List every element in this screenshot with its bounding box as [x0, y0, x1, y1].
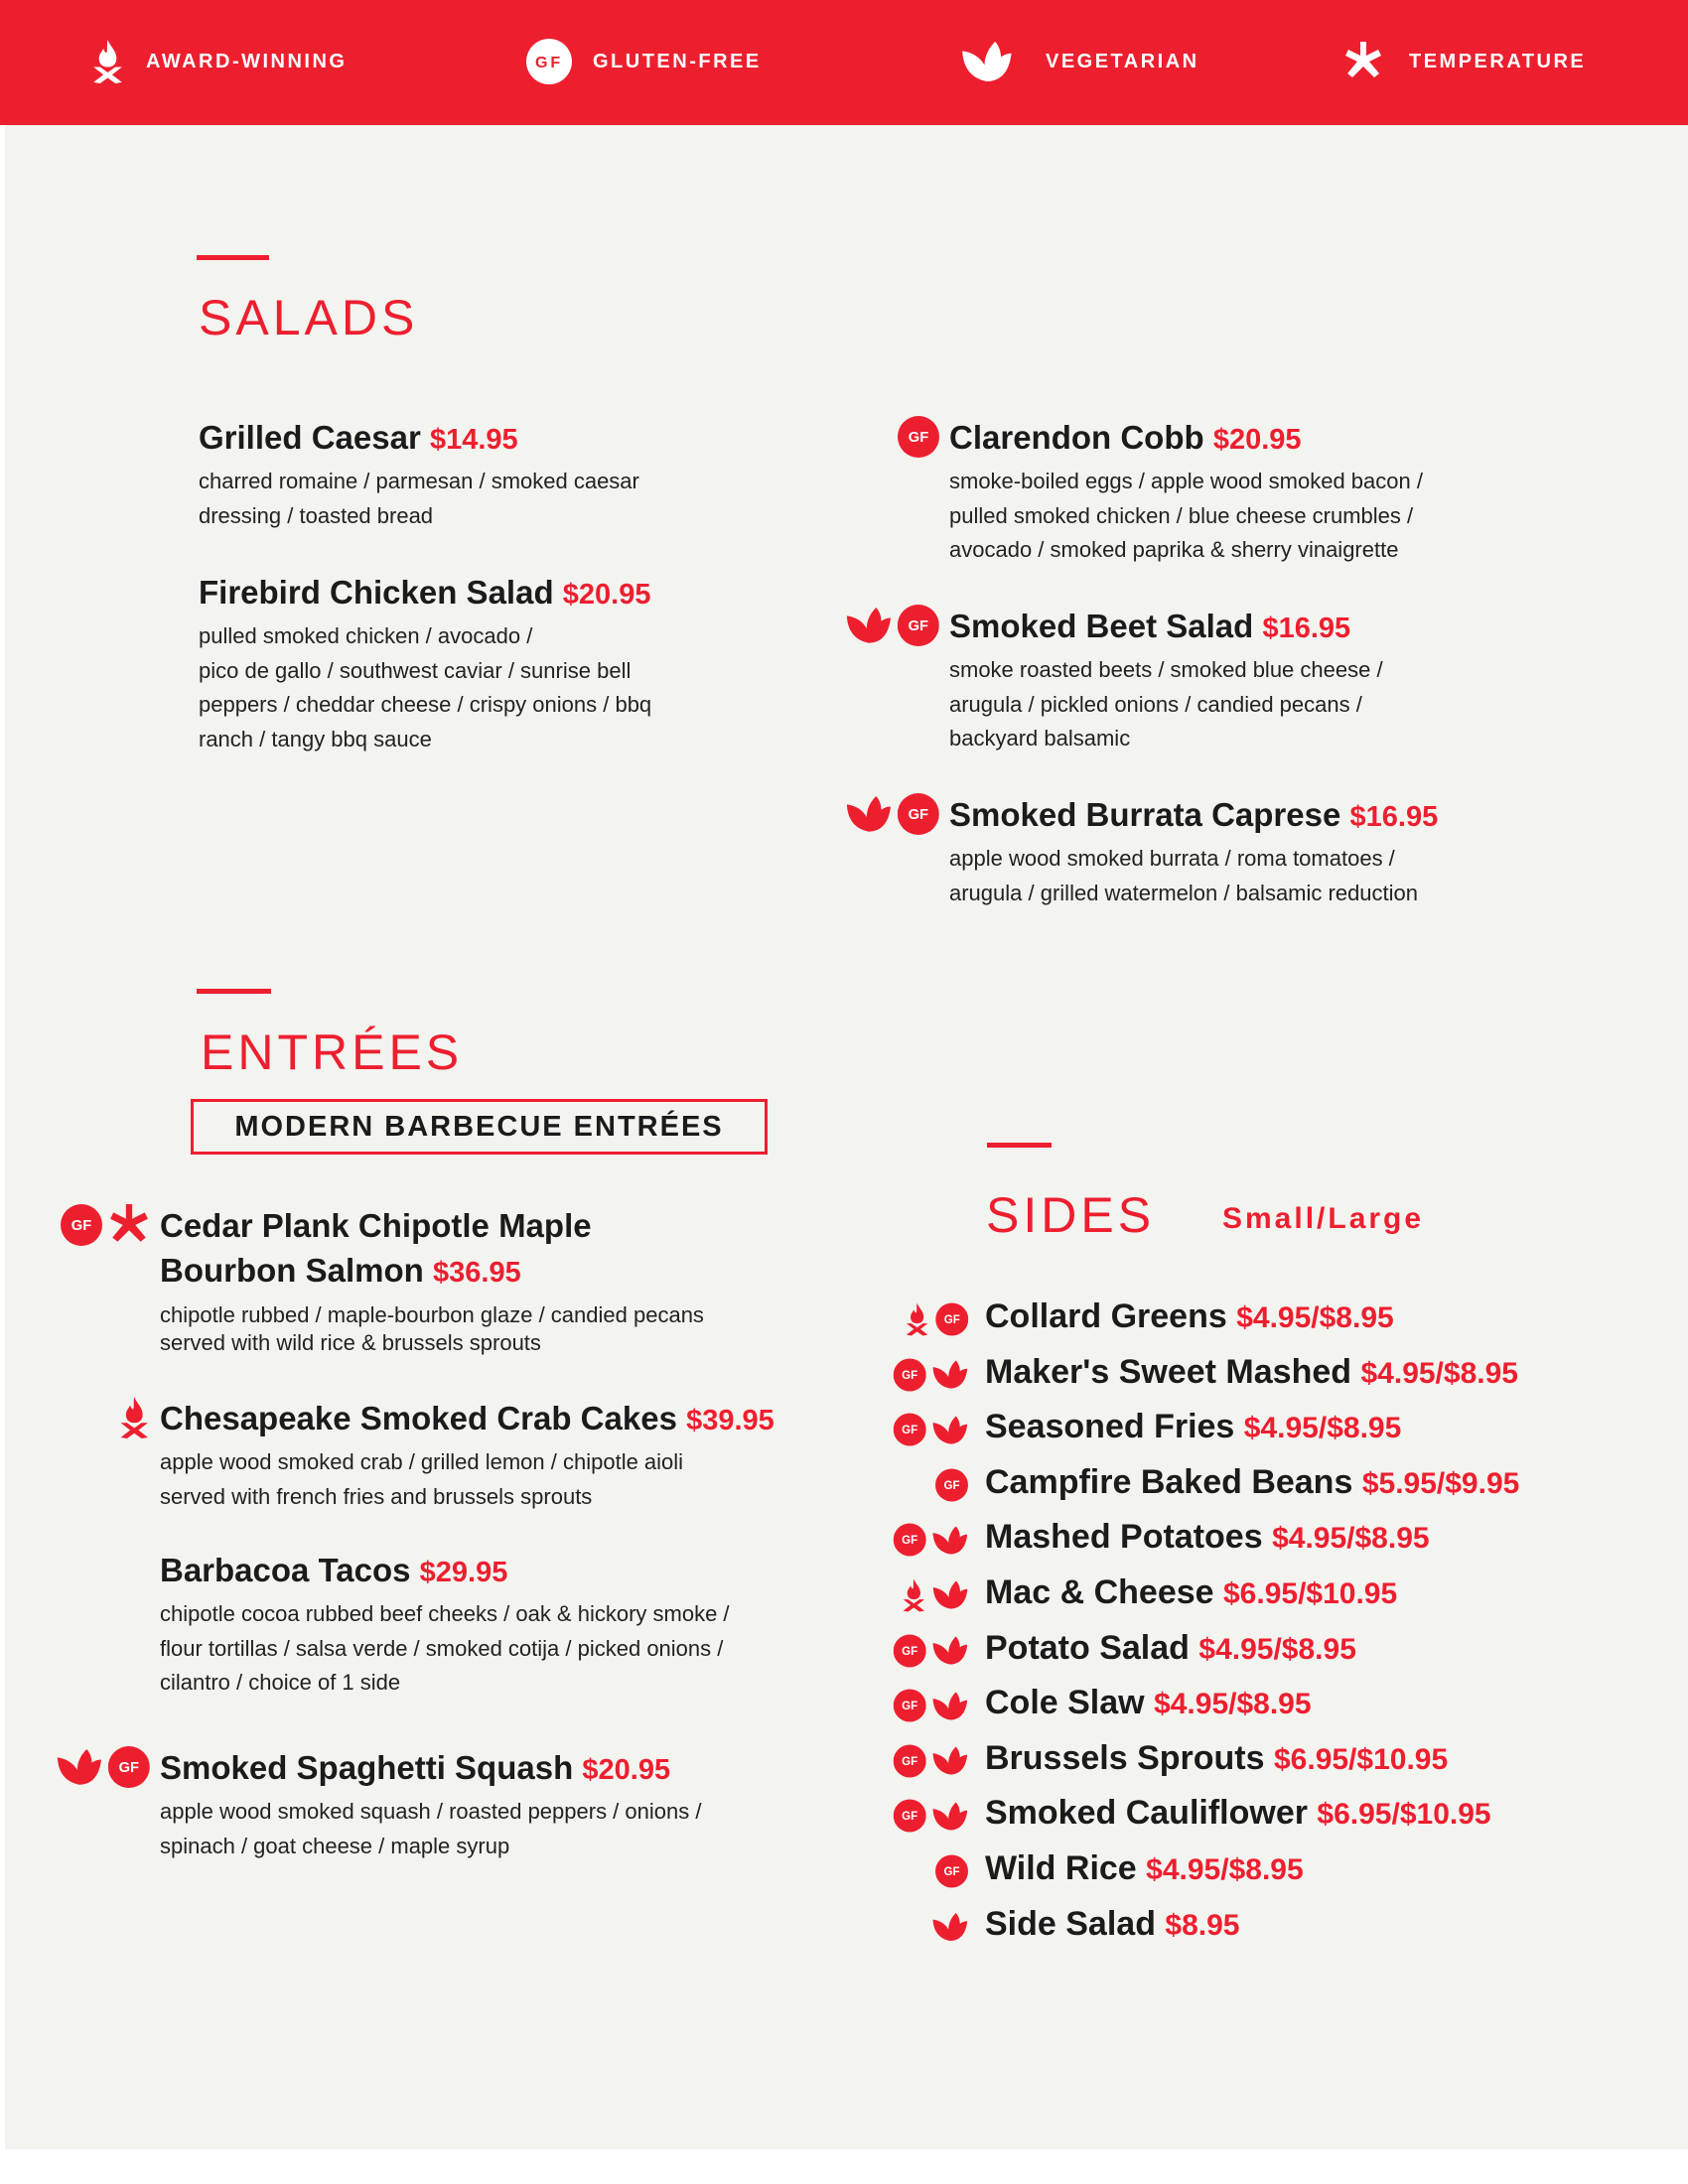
item-title	[160, 1745, 701, 1793]
leaf-icon	[57, 1749, 102, 1785]
leaf-icon	[961, 42, 1013, 81]
description-line: backyard balsamic	[949, 726, 1131, 751]
item-icons	[119, 1397, 151, 1438]
item-icons	[902, 1579, 968, 1612]
description-line: ranch / tangy bbq sauce	[199, 726, 432, 751]
entrees-heading: ENTRÉES	[201, 1024, 464, 1080]
legend-bar	[0, 0, 1688, 125]
side-item	[985, 1846, 1304, 1892]
description-line: flour tortillas / salsa verde / smoked cotija / picked onions /	[160, 1635, 724, 1661]
item-price: $6.95/$10.95	[1317, 1798, 1491, 1832]
item-price: $6.95/$10.95	[1273, 1742, 1449, 1776]
gluten-free-label: GF	[908, 618, 929, 635]
gluten-free-icon	[935, 1855, 968, 1888]
gluten-free-label: GF	[943, 1314, 960, 1327]
item-icons	[898, 416, 939, 458]
gluten-free-label: GF	[908, 807, 929, 824]
leaf-icon	[932, 1581, 968, 1609]
item-description	[199, 465, 639, 533]
section-accent-bar	[197, 255, 269, 260]
menu-item	[949, 415, 1423, 568]
gluten-free-icon	[894, 1524, 926, 1557]
campfire-icon	[91, 40, 124, 83]
gluten-free-label: GF	[902, 1755, 918, 1768]
item-title	[949, 604, 1383, 651]
campfire-icon	[902, 1579, 926, 1612]
side-item	[985, 1515, 1430, 1561]
description-line: served with french fries and brussels sprouts	[160, 1483, 593, 1509]
item-icons	[57, 1746, 150, 1788]
item-icons	[846, 793, 939, 835]
section-accent-bar	[197, 989, 271, 994]
campfire-icon	[119, 1397, 151, 1438]
item-price: $5.95/$9.95	[1361, 1466, 1520, 1500]
item-price: $6.95/$10.95	[1223, 1577, 1398, 1610]
item-price: $4.95/$8.95	[1236, 1301, 1394, 1334]
item-name: Firebird Chicken Salad	[199, 574, 554, 611]
item-name: Brussels Sprouts	[985, 1738, 1265, 1777]
item-icons	[905, 1303, 968, 1336]
side-item	[985, 1736, 1448, 1782]
description-line: chipotle rubbed / maple-bourbon glaze / candied pecans	[160, 1302, 704, 1327]
item-price: $39.95	[686, 1405, 774, 1436]
description-line: peppers / cheddar cheese / crispy onions / bbq	[199, 692, 652, 717]
sides-heading: SIDES	[986, 1187, 1156, 1243]
description-line: served with wild rice & brussels sprouts	[160, 1330, 541, 1355]
item-name: Cedar Plank Chipotle Maple	[160, 1207, 592, 1244]
item-description	[160, 1795, 701, 1863]
campfire-icon	[905, 1303, 929, 1336]
menu-item	[949, 604, 1383, 756]
item-icons	[894, 1524, 968, 1557]
item-name: Chesapeake Smoked Crab Cakes	[160, 1400, 677, 1436]
gluten-free-icon	[894, 1690, 926, 1722]
item-name: Cole Slaw	[985, 1684, 1145, 1722]
description-line: pulled smoked chicken / blue cheese crumbles /	[949, 502, 1414, 528]
item-price: $4.95/$8.95	[1243, 1412, 1402, 1445]
item-icons	[894, 1800, 968, 1833]
menu-item	[160, 1203, 704, 1357]
item-icons	[894, 1414, 968, 1446]
description-line: apple wood smoked squash / roasted peppers / onions /	[160, 1799, 702, 1824]
legend-item	[1343, 42, 1586, 81]
item-price: $29.95	[419, 1557, 508, 1588]
item-price: $4.95/$8.95	[1146, 1853, 1304, 1886]
item-icons	[894, 1634, 968, 1667]
item-icons	[846, 605, 939, 646]
item-name: Smoked Beet Salad	[949, 608, 1254, 644]
gluten-free-icon	[894, 1414, 926, 1446]
item-description	[160, 1301, 704, 1357]
gluten-free-label: GF	[943, 1866, 960, 1879]
gluten-free-icon	[935, 1303, 968, 1336]
item-price: $4.95/$8.95	[1154, 1688, 1312, 1721]
item-title	[199, 570, 651, 617]
menu-item	[160, 1548, 730, 1701]
item-icons	[894, 1744, 968, 1777]
item-description	[199, 619, 651, 756]
side-item	[985, 1626, 1356, 1672]
description-line: pulled smoked chicken / avocado /	[199, 623, 533, 648]
item-price: $4.95/$8.95	[1198, 1632, 1356, 1666]
item-name: Smoked Burrata Caprese	[949, 796, 1341, 833]
item-name-line	[160, 1248, 704, 1296]
legend-item	[961, 42, 1199, 81]
description-line: smoke-boiled eggs / apple wood smoked bacon /	[949, 469, 1423, 493]
leaf-icon	[932, 1692, 968, 1719]
leaf-icon	[932, 1416, 968, 1443]
leaf-icon	[846, 608, 892, 643]
item-name-line	[160, 1548, 730, 1595]
gluten-free-label: GF	[902, 1645, 918, 1658]
item-name: Bourbon Salmon	[160, 1252, 424, 1289]
item-name: Side Salad	[985, 1904, 1156, 1943]
description-line: spinach / goat cheese / maple syrup	[160, 1833, 510, 1858]
item-icons	[935, 1468, 968, 1501]
item-name-line	[160, 1745, 701, 1793]
item-name: Smoked Spaghetti Squash	[160, 1749, 574, 1786]
side-item	[985, 1791, 1491, 1837]
item-price: $14.95	[429, 424, 518, 456]
gluten-free-icon	[894, 1634, 926, 1667]
item-title	[160, 1548, 730, 1595]
item-name: Campfire Baked Beans	[985, 1462, 1353, 1501]
item-name: Smoked Cauliflower	[985, 1794, 1308, 1833]
leaf-icon	[932, 1637, 968, 1665]
item-title	[949, 415, 1423, 463]
item-price: $20.95	[562, 579, 651, 611]
item-price: $16.95	[1349, 801, 1439, 833]
leaf-icon	[932, 1526, 968, 1554]
item-description	[160, 1597, 730, 1701]
description-line: pico de gallo / southwest caviar / sunrise bell	[199, 657, 632, 683]
legend-label: VEGETARIAN	[1045, 50, 1199, 72]
gluten-free-label: GF	[534, 53, 564, 71]
description-line: arugula / grilled watermelon / balsamic reduction	[949, 880, 1419, 905]
legend-label: AWARD-WINNING	[146, 50, 348, 72]
legend-item	[526, 39, 762, 84]
item-name: Clarendon Cobb	[949, 419, 1204, 456]
item-name: Seasoned Fries	[985, 1408, 1235, 1446]
legend-item	[91, 40, 347, 83]
item-title	[199, 415, 639, 463]
description-line: avocado / smoked paprika & sherry vinaigrette	[949, 537, 1399, 562]
gluten-free-label: GF	[908, 430, 929, 447]
gluten-free-icon	[935, 1468, 968, 1501]
gluten-free-icon	[894, 1800, 926, 1833]
description-line: chipotle cocoa rubbed beef cheeks / oak & hickory smoke /	[160, 1601, 730, 1626]
asterisk-icon	[1343, 42, 1383, 81]
item-name: Grilled Caesar	[199, 419, 421, 456]
legend-label: GLUTEN-FREE	[593, 50, 762, 72]
item-icons	[932, 1913, 968, 1941]
side-item	[985, 1570, 1397, 1616]
entrees-subheading: MODERN BARBECUE ENTRÉES	[191, 1099, 768, 1155]
gluten-free-label: GF	[902, 1701, 918, 1713]
gluten-free-icon	[894, 1744, 926, 1777]
menu-item	[160, 1745, 701, 1863]
item-icons	[935, 1855, 968, 1888]
item-name: Mac & Cheese	[985, 1573, 1214, 1611]
item-description	[160, 1445, 774, 1514]
menu-item	[160, 1396, 774, 1514]
item-name: Potato Salad	[985, 1628, 1190, 1667]
item-price: $20.95	[582, 1754, 671, 1786]
gluten-free-icon	[61, 1204, 102, 1246]
item-name: Maker's Sweet Mashed	[985, 1352, 1352, 1391]
item-price: $16.95	[1262, 613, 1351, 644]
item-icons	[894, 1358, 968, 1391]
gluten-free-label: GF	[902, 1535, 918, 1548]
item-name: Collard Greens	[985, 1297, 1227, 1335]
side-item	[985, 1460, 1519, 1506]
gluten-free-icon	[108, 1746, 150, 1788]
item-icons	[61, 1204, 150, 1246]
item-description	[949, 465, 1423, 568]
item-title	[160, 1396, 774, 1443]
leaf-icon	[932, 1361, 968, 1389]
description-line: apple wood smoked crab / grilled lemon / chipotle aioli	[160, 1449, 684, 1474]
gluten-free-label: GF	[902, 1425, 918, 1437]
description-line: apple wood smoked burrata / roma tomatoes /	[949, 846, 1395, 871]
asterisk-icon	[108, 1204, 150, 1246]
gluten-free-icon	[898, 416, 939, 458]
menu-item	[949, 792, 1438, 910]
item-price: $4.95/$8.95	[1360, 1356, 1518, 1390]
item-icons	[894, 1690, 968, 1722]
item-price: $8.95	[1165, 1908, 1240, 1942]
description-line: cilantro / choice of 1 side	[160, 1670, 401, 1695]
item-price: $4.95/$8.95	[1272, 1522, 1430, 1556]
side-item	[985, 1902, 1240, 1948]
item-name-line	[160, 1203, 704, 1248]
item-name-line	[160, 1396, 774, 1443]
item-price: $36.95	[433, 1257, 521, 1289]
item-description	[949, 653, 1383, 756]
sides-size-note: Small/Large	[1222, 1202, 1425, 1235]
side-item	[985, 1405, 1401, 1450]
item-name: Wild Rice	[985, 1849, 1137, 1887]
leaf-icon	[846, 796, 892, 832]
description-line: dressing / toasted bread	[199, 502, 434, 528]
item-price: $20.95	[1212, 424, 1302, 456]
gluten-free-icon	[898, 605, 939, 646]
section-accent-bar	[987, 1143, 1052, 1148]
leaf-icon	[932, 1802, 968, 1830]
item-title	[160, 1203, 704, 1296]
gluten-free-label: GF	[902, 1811, 918, 1824]
item-name: Barbacoa Tacos	[160, 1552, 411, 1588]
item-title	[949, 792, 1438, 840]
description-line: arugula / pickled onions / candied pecans /	[949, 691, 1362, 717]
legend-label: TEMPERATURE	[1409, 50, 1587, 72]
gluten-free-icon	[898, 793, 939, 835]
item-description	[949, 842, 1438, 910]
salads-heading: SALADS	[199, 290, 419, 345]
side-item	[985, 1350, 1518, 1396]
gluten-free-label: GF	[943, 1479, 960, 1492]
gluten-free-label: GF	[70, 1218, 92, 1235]
leaf-icon	[932, 1747, 968, 1775]
side-item	[985, 1681, 1312, 1726]
side-item	[985, 1295, 1394, 1340]
gluten-free-label: GF	[902, 1369, 918, 1382]
menu-item	[199, 415, 639, 533]
gluten-free-icon	[894, 1358, 926, 1391]
description-line: smoke roasted beets / smoked blue cheese /	[949, 657, 1383, 682]
description-line: charred romaine / parmesan / smoked caesar	[199, 469, 639, 493]
gluten-free-icon	[526, 39, 572, 84]
gluten-free-label: GF	[118, 1760, 140, 1777]
leaf-icon	[932, 1913, 968, 1941]
menu-item	[199, 570, 651, 756]
item-name: Mashed Potatoes	[985, 1518, 1263, 1557]
